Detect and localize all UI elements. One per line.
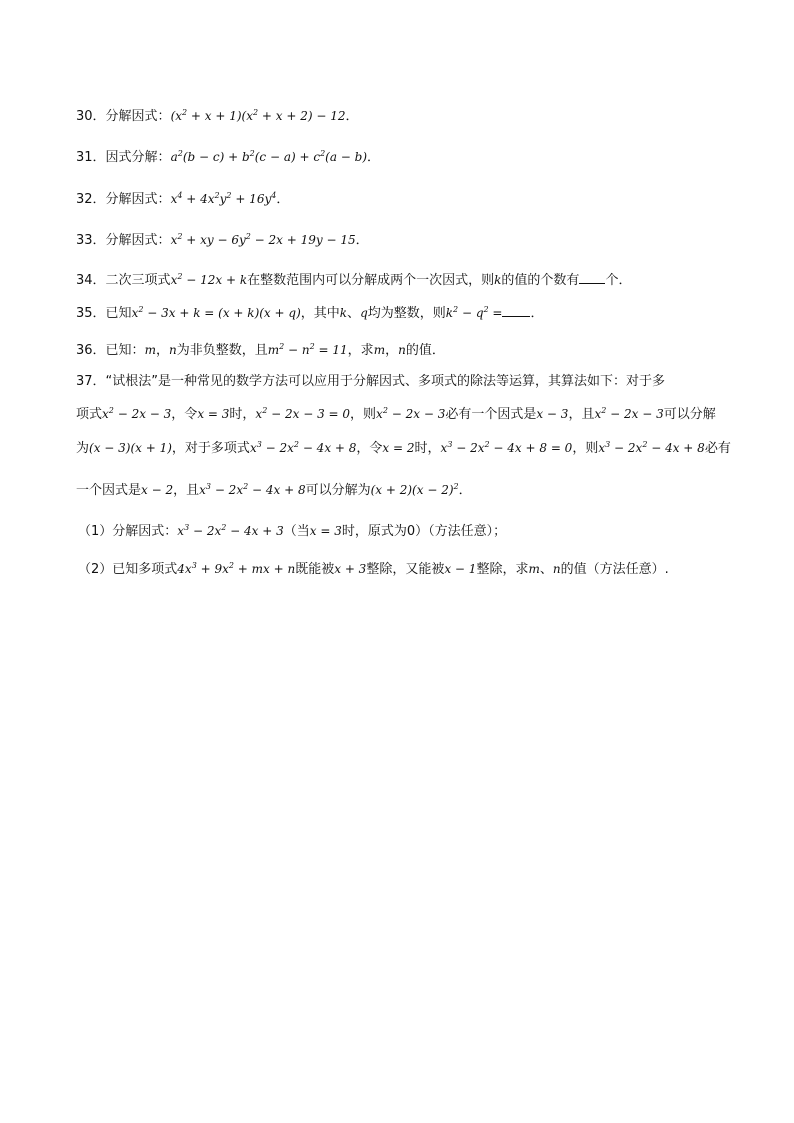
text-run: 均为整数，则 (367, 306, 446, 321)
text-run: 在整数范围内可以分解成两个一次因式，则 (247, 273, 495, 288)
text-run: （当 (283, 524, 310, 539)
text-run: ，且 (173, 483, 200, 498)
text-run: 可以分解 (663, 407, 716, 422)
text-run: 的值． (405, 343, 445, 358)
text-run: 已知： (105, 343, 145, 358)
text-run: 项式 (76, 407, 103, 422)
text-run: 分解因式： (105, 109, 171, 124)
text-run: ，令 (171, 407, 198, 422)
problem-31 (76, 148, 380, 167)
text-run: ，对于多项式 (171, 441, 250, 456)
math-expression: (x − 3)(x + 1) (89, 441, 172, 455)
text-run: 时， (414, 441, 441, 456)
math-expression: $x^2 - 2x - 3$ (376, 406, 446, 421)
text-run: ， (155, 343, 169, 358)
problem-number: 36． (76, 343, 106, 358)
text-run: 时， (229, 407, 256, 422)
text-run: （2）已知多项式 (78, 562, 178, 577)
problem-37-line-4 (76, 481, 472, 500)
text-run: ． (367, 150, 381, 165)
text-run: ，令 (356, 441, 383, 456)
problem-34 (76, 271, 631, 290)
math-expression: k (494, 273, 502, 287)
math-expression: $x^2$ + xy − $6y^2 - 2x + 19y - 15$ (170, 232, 356, 247)
problem-32 (76, 190, 289, 209)
math-expression: $x^3 - 2x^2 - 4x + 8 = 0$ (440, 440, 573, 455)
problem-number: 34． (76, 273, 106, 288)
text-run: 分解因式： (105, 192, 171, 207)
text-run: ． (276, 192, 290, 207)
text-run: 既能被 (295, 562, 335, 577)
math-expression: n (552, 562, 561, 576)
text-run: ，其中 (300, 306, 340, 321)
math-expression: $x^2 - 3x + k = (x + k)(x + q)$ (131, 305, 301, 320)
math-expression: k (339, 306, 348, 320)
problem-body (106, 150, 381, 165)
math-expression: x − 1 (444, 562, 477, 576)
math-expression: $m^2 - n^2 = 11$ (267, 342, 348, 357)
problem-number: 32． (76, 192, 106, 207)
text-run: 为 (76, 441, 90, 456)
math-expression: x = 3 (309, 524, 342, 538)
math-expression: $(x^2 + x + 1)(x^2 + x + 2) - 12$ (170, 108, 346, 123)
problem-30 (76, 107, 359, 126)
math-expression: m (528, 562, 540, 576)
text-run: 整除，求 (476, 562, 529, 577)
text-run: 因式分解： (105, 150, 171, 165)
text-run: 时，原式为0）（方法任意）； (341, 524, 507, 539)
math-expression: x = 3 (197, 407, 230, 421)
math-expression: $a^2(b - c) + b^2(c - a) + c^2(a - b)$ (170, 149, 368, 164)
problem-body (106, 233, 369, 248)
text-run: ，则 (572, 441, 599, 456)
math-expression: $x^4 + 4x^2y^2 + 16y^4$ (170, 191, 277, 206)
math-expression: $x^2 - 2x - 3 = 0$ (255, 406, 351, 421)
problem-number: 35． (76, 306, 106, 321)
text-run: 的值（方法任意）. (560, 562, 669, 577)
text-run: ，则 (350, 407, 377, 422)
problem-33 (76, 231, 369, 250)
problem-37-line-3 (76, 439, 731, 458)
math-expression: x − 3 (536, 407, 569, 421)
math-expression: x = 2 (382, 441, 415, 455)
text-run: ． (345, 109, 359, 124)
problem-number: 33． (76, 233, 106, 248)
math-expression: m (373, 343, 386, 357)
problem-number: 31． (76, 150, 106, 165)
math-expression: $x^2 - 2x - 3$ (102, 406, 172, 421)
text-run: 、 (347, 306, 361, 321)
text-run: 一个因式是 (76, 483, 142, 498)
problem-number: 30． (76, 109, 106, 124)
answer-blank[interactable] (502, 304, 530, 317)
problem-body (106, 306, 544, 321)
text-run: ． (458, 483, 472, 498)
math-expression: $x^3 - 2x^2 - 4x + 3$ (177, 523, 284, 538)
problem-body (106, 109, 359, 124)
text-run: ， (385, 343, 399, 358)
text-run: 必有一个因式是 (445, 407, 537, 422)
text-run: ． (355, 233, 369, 248)
math-expression: $x^3 - 2x^2 - 4x + 8$ (199, 482, 306, 497)
problem-37-line-1 (76, 373, 665, 391)
text-run: 必有 (704, 441, 731, 456)
text-run: 分解因式： (105, 233, 171, 248)
math-expression: $x^3 - 2x^2 - 4x + 8$ (598, 440, 705, 455)
math-expression: $x^2 - 12x + k$ (170, 272, 248, 287)
problem-body (106, 192, 290, 207)
math-expression: m (144, 343, 156, 357)
text-run: 可以分解为 (305, 483, 371, 498)
answer-blank[interactable] (579, 271, 605, 284)
text-run: 个． (605, 273, 632, 288)
math-expression: $k^2 - q^2$ = (445, 305, 503, 320)
problem-37-line-2 (76, 405, 716, 424)
text-run: 已知 (105, 306, 132, 321)
text-run: 整除，又能被 (366, 562, 445, 577)
text-run: （1）分解因式： (78, 524, 178, 539)
math-expression: n (168, 343, 177, 357)
math-expression: $4x^3 + 9x^2$ + mx + n (177, 561, 296, 576)
text-run: 为非负整数，且 (176, 343, 268, 358)
problem-37-subquestion-2 (78, 560, 669, 579)
text-run: 、 (539, 562, 553, 577)
math-expression: x − 2 (141, 483, 174, 497)
math-expression: $(x + 2)(x - 2)^2$ (370, 482, 459, 497)
problem-body (106, 343, 445, 358)
math-expression: n (398, 343, 406, 357)
problem-35 (76, 304, 544, 323)
text-run: 二次三项式 (105, 273, 171, 288)
math-expression: $x^3 - 2x^2 - 4x + 8$ (249, 440, 357, 455)
text-run: 37．“试根法”是一种常见的数学方法可以应用于分解因式、多项式的除法等运算，其算法如下：对于多 (76, 374, 666, 389)
problem-body (106, 273, 632, 288)
math-expression: $x^2 - 2x - 3$ (594, 406, 664, 421)
text-run: ，且 (568, 407, 595, 422)
math-expression: x + 3 (334, 562, 367, 576)
math-expression: q (360, 306, 368, 320)
text-run: ，求 (347, 343, 374, 358)
problem-37-subquestion-1 (78, 522, 506, 541)
text-run: ． (530, 306, 544, 321)
problem-36 (76, 341, 445, 360)
text-run: 的值的个数有 (501, 273, 580, 288)
